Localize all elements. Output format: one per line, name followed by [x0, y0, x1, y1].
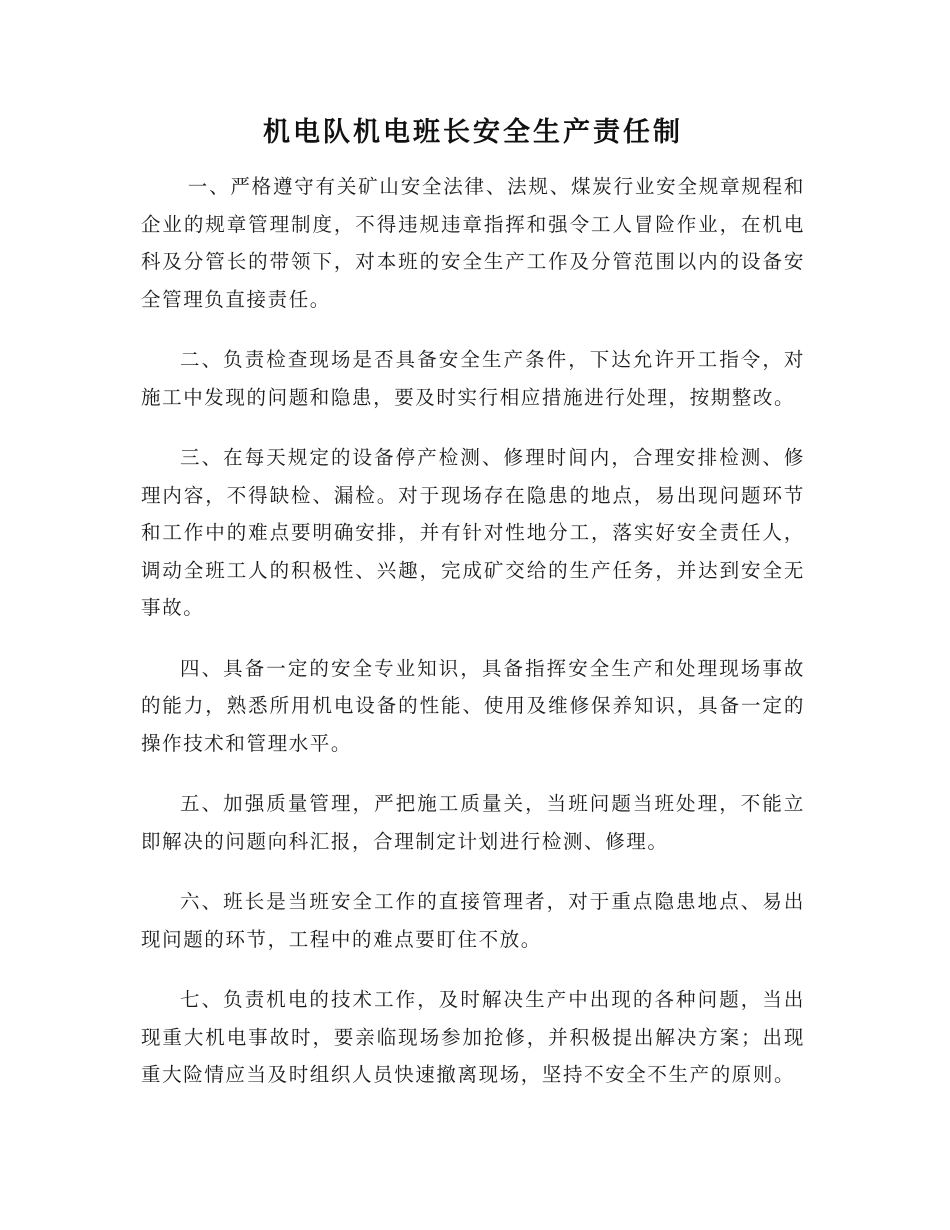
- clause-1-paragraph: 一、严格遵守有关矿山安全法律、法规、煤炭行业安全规章规程和企业的规章管理制度，不得违规违章指挥和强令工人冒险作业，在机电科及分管长的带领下，对本班的安全生产工作及分管范围以内的设备安全管理负直接责任。: [141, 175, 805, 311]
- document-page: [141, 112, 805, 1117]
- clause-3-paragraph: 三、在每天规定的设备停产检测、修理时间内，合理安排检测、修理内容，不得缺检、漏检。对于现场存在隐患的地点，易出现问题环节和工作中的难点要明确安排，并有针对性地分工，落实好安全责任人，调动全班工人的积极性、兴趣，完成矿交给的生产任务，并达到安全无事故。: [141, 446, 805, 619]
- clause-7-paragraph: 七、负责机电的技术工作，及时解决生产中出现的各种问题，当出现重大机电事故时，要亲临现场参加抢修，并积极提出解决方案；出现重大险情应当及时组织人员快速撤离现场，坚持不安全不生产的原则。: [141, 988, 805, 1086]
- clause-6-paragraph: 六、班长是当班安全工作的直接管理者，对于重点隐患地点、易出现问题的环节，工程中的难点要盯住不放。: [141, 890, 805, 951]
- clause-5-paragraph: 五、加强质量管理，严把施工质量关，当班问题当班处理，不能立即解决的问题向科汇报，合理制定计划进行检测、修理。: [141, 792, 805, 853]
- clause-4-paragraph: 四、具备一定的安全专业知识，具备指挥安全生产和处理现场事故的能力，熟悉所用机电设备的性能、使用及维修保养知识，具备一定的操作技术和管理水平。: [141, 656, 805, 755]
- document-title: 机电队机电班长安全生产责任制: [263, 117, 683, 148]
- clause-2-paragraph: 二、负责检查现场是否具备安全生产条件，下达允许开工指令，对施工中发现的问题和隐患，要及时实行相应措施进行处理，按期整改。: [141, 348, 805, 409]
